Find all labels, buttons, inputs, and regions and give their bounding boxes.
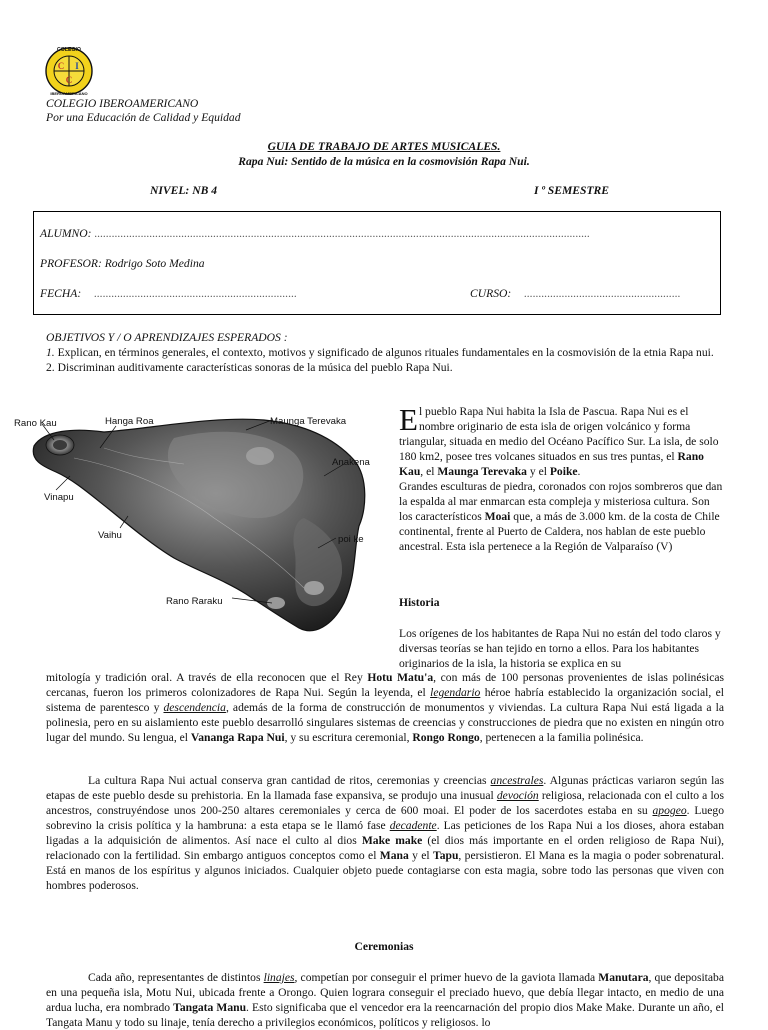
logo-letter-i: I [75,61,79,71]
fecha-field[interactable]: ...................................................................... [94,287,298,300]
ceremonias-heading: Ceremonias [354,940,414,953]
drop-cap: E [399,402,418,437]
ceremonias-linajes: linajes [263,971,295,984]
map-label-hanga-roa: Hanga Roa [105,416,154,427]
alumno-row [40,226,590,241]
intro-text-3: y el [526,465,550,478]
curso-field[interactable]: ...................................................... [524,287,681,300]
intro-text-1: l pueblo Rapa Nui habita la Isla de Pascua. Rapa Nui es el nombre originario de esta isla de origen volcánico y forma triangular, situada en medio del Océano Pacífico Sur. La isla, de solo 180 km2, posee tres volcanes situados en sus tres puntas, el [399,405,719,463]
semester-label: I º SEMESTRE [534,184,610,197]
map-label-maunga-terevaka: Maunga Terevaka [270,416,347,427]
cultura-text-a: La cultura Rapa Nui actual conserva gran cantidad de ritos, ceremonias y creencias [88,774,491,787]
school-motto: Por una Educación de Calidad y Equidad [46,111,241,124]
alumno-label: ALUMNO: [40,227,92,240]
historia-text-i: , pertenecen a la familia polinésica. [479,731,644,744]
cultura-text-g: y el [408,849,434,862]
curso-row [470,286,681,301]
intro-text-4: . [577,465,581,478]
student-info-box [33,211,721,315]
logo-bottom-text: IBEROAMERICANO [50,91,88,96]
cultura-text-d: . Luego sobrevino la crisis política y la hambruna: a esta etapa se le llamó fase [46,804,725,832]
historia-descendencia: descendencia [163,701,226,714]
rapa-nui-map [14,398,389,648]
cultura-ancestrales: ancestrales [490,774,544,787]
historia-vananga: Vananga Rapa Nui [190,731,285,744]
historia-rongo-rongo: Rongo Rongo [412,731,480,744]
document-title: GUIA DE TRABAJO DE ARTES MUSICALES. [267,140,501,153]
level-label: NIVEL: NB 4 [150,184,217,197]
ceremonias-text-a: Cada año, representantes de distintos [88,971,264,984]
cultura-tapu: Tapu [433,849,459,862]
map-label-vinapu: Vinapu [44,492,74,503]
ceremonias-manutara: Manutara [598,971,649,984]
map-label-poike: poi ke [338,534,364,545]
historia-paragraph [46,670,724,745]
intro-poike: Poike [549,465,578,478]
historia-heading: Historia [399,596,440,609]
ceremonias-text-b: , competían por conseguir el primer huevo de la gaviota llamada [294,971,599,984]
historia-text-d: héroe habría establecido la organización social, el sistema de parentesco y [46,686,724,714]
cultura-text-f: (el dios más importante en el orden religioso de Rapa Nui), relacionado con la fertilidad. Sin embargo antiguos conceptos como el [46,834,725,862]
map-label-rano-raraku: Rano Raraku [166,596,223,607]
intro-moai: Moai [484,510,511,523]
fecha-row [40,286,297,301]
cultura-text-c: religiosa, relacionada con el culto a los ancestros, construyéndose unos 200-250 altares ceremoniales y cerca de 600 moai. El poder de los sacerdotes estaba en su [46,789,724,817]
intro-maunga-terevaka: Maunga Terevaka [437,465,527,478]
map-label-anakena: Anakena [332,457,370,468]
objective-item-2: 2. Discriminan auditivamente características sonoras de la música del pueblo Rapa Nui. [46,361,453,374]
ceremonias-text-c: , que depositaba en una pequeña isla, Motu Nui, ubicada frente a Orongo. Quien lograra conseguir el preciado huevo, que debía llegar intacto, en medio de una ardua lucha, era nombrado [46,971,724,1014]
cultura-make-make: Make make [361,834,423,847]
map-label-rano-kau: Rano Kau [14,418,57,429]
cultura-mana: Mana [379,849,409,862]
intro-text-5: Grandes esculturas de piedra, coronados con rojos sombreros que dan la espalda al mar enmarcan esta compleja y misteriosa cultura. Son los característicos [399,480,723,523]
objectives-section [46,330,726,375]
cultura-text-h: , persistieron. El Mana es la magia o poder sobrenatural. Está en manos de los espíritus y algunos iniciados. Cualquier objeto puede contagiarse con esta magia, sobre todo las personas que viven con hombres poderosos. [46,849,725,892]
historia-legendario: legendario [430,686,481,699]
intro-paragraph [399,404,723,554]
logo-letter-c: C [57,61,65,71]
alumno-field[interactable]: ........................................................................................................................................................................... [94,227,591,240]
school-name: COLEGIO IBEROAMERICANO [46,97,199,110]
historia-column-text: Los orígenes de los habitantes de Rapa Nui no están del todo claros y diversas teorías se han tejido en torno a ellos. Para los habitantes originarios de la isla, la historia se explica en su [399,627,721,670]
map-label-vaihu: Vaihu [98,530,122,541]
historia-text-e: , además de la forma de construcción de monumentos y viviendas. La cultura Rapa Nui está ligada a la polinesia, pero en su aislamiento este pueblo desarrolló singulares sistemas de creencias y construcciones de piedra que no existen en ningún otro lugar del mundo. Su lengua, el [46,701,724,744]
intro-text-6: que, a más de 3.000 km. de la costa de Chile continental, frente al Puerto de Caldera, nos hablan de este pueblo ancestral. Esta isla pertenece a la Región de Valparaíso (V) [399,510,720,553]
objective-1-text: Explican, en términos generales, el contexto, motivos y significado de algunos rituales fundamentales en la cosmovisión de la etnia Rapa nui. [54,346,714,359]
objective-item-1 [46,345,726,360]
cultura-text-b: . Algunas prácticas variaron según las etapas de este pueblo desde su prehistoria. En la llamada fase expansiva, se produjo una inusual [46,774,725,802]
objective-1-number: 1. [46,346,55,359]
cultura-paragraph [46,773,724,893]
intro-text-2: , el [420,465,438,478]
cultura-devocion: devoción [496,789,539,802]
profesor-row: PROFESOR: Rodrigo Soto Medina [40,257,205,270]
logo-letter-c2: C [65,75,73,85]
objectives-heading: OBJETIVOS Y / O APRENDIZAJES ESPERADOS : [46,331,288,344]
curso-label: CURSO: [470,287,512,300]
ceremonias-text-d: . Esto significaba que el vencedor era la reencarnación del propio dios Make Make. Durante un año, el Tangata Manu y todo su linaje, tenía derecho a privilegios económicos, políticos y religiosos. lo [46,1001,724,1029]
logo-top-text: COLEGIO [57,47,81,53]
island-illustration [14,398,389,648]
fecha-label: FECHA: [40,287,82,300]
ceremonias-paragraph [46,970,724,1030]
school-header [46,97,241,125]
cultura-apogeo: apogeo [652,804,687,817]
historia-text-a: mitología y tradición oral. A través de ella reconocen que el Rey [46,671,368,684]
historia-hotu-matua: Hotu Matu'a [367,671,434,684]
historia-text-g: , y su escritura ceremonial, [284,731,413,744]
school-logo [44,44,94,96]
ceremonias-tangata-manu: Tangata Manu [173,1001,247,1014]
cultura-decadente: decadente [389,819,437,832]
document-subtitle: Rapa Nui: Sentido de la música en la cosmovisión Rapa Nui. [238,155,530,168]
intro-rano-kau: Rano Kau [399,450,704,478]
cultura-text-e: . Las peticiones de los Rapa Nui a los dioses, ahora estaban ligadas a la adquisición de alimentos. Así nace el culto al dios [46,819,724,847]
historia-text-c: , con más de 100 personas provenientes de islas polinésicas cercanas, fueron los primeros colonizadores de Rapa Nui. Según la leyenda, el [46,671,725,699]
